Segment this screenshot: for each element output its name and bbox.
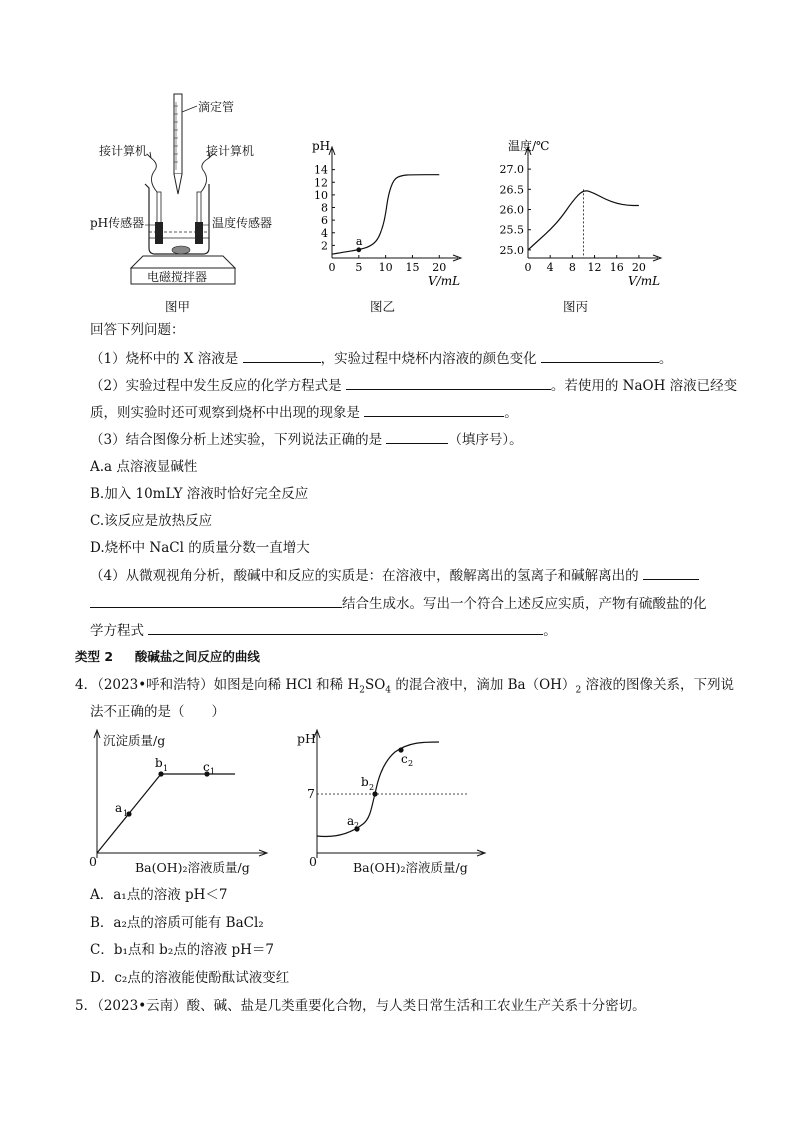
- answer-blank[interactable]: [386, 430, 448, 444]
- x-tick-label: 0: [524, 261, 532, 274]
- svg-text:b: b: [361, 775, 369, 789]
- answer-blank[interactable]: [243, 349, 321, 363]
- y-axis-label: pH: [312, 139, 331, 153]
- caption-bing: 图丙: [563, 299, 589, 314]
- x-tick-label: 0: [328, 261, 336, 274]
- problem-4-option-d: D．c₂点的溶液能使酚酞试液变红: [90, 970, 290, 986]
- temperature-sensor: [197, 192, 201, 226]
- problem-4-stem: 4．（2023•呼和浩特）如图是向稀 HCl 和稀 $H_2SO_4$ 的混合液中，滴加 $Ba(OH)_2$ 溶液的图像关系，下列说: [75, 677, 734, 696]
- svg-text:2: 2: [408, 759, 414, 768]
- problem-4-option-a: A．a₁点的溶液 pH＜7: [90, 887, 228, 903]
- q4-right-ylabel: pH: [297, 731, 316, 746]
- ph-curve: [317, 742, 439, 837]
- q4-right-origin: 0: [309, 854, 317, 869]
- svg-text:1: 1: [163, 764, 169, 773]
- question-4: （4）从微观视角分析，酸碱中和反应的实质是：在溶液中，酸解离出的氢离子和碱解离出的: [90, 566, 699, 585]
- computer-right-label: 接计算机: [206, 144, 255, 158]
- stir-bar: [172, 246, 190, 254]
- question-4-cont2: 学方程式 。: [90, 623, 557, 639]
- answer-blank[interactable]: [148, 621, 543, 635]
- caption-jia: 图甲: [165, 299, 191, 314]
- caption-yi: 图乙: [370, 299, 396, 314]
- questions-intro: 回答下列问题：: [90, 322, 185, 338]
- x-axis-label: V/mL: [428, 274, 461, 288]
- y-tick-label: 10: [314, 188, 328, 202]
- figure-jia-apparatus: [85, 92, 295, 292]
- section-header: 类型 2 酸碱盐之间反应的曲线: [75, 649, 260, 664]
- y-tick-label: 14: [314, 163, 328, 177]
- question-1: （1）烧杯中的 X 溶液是 ，实验过程中烧杯内溶液的颜色变化 。: [90, 351, 673, 367]
- answer-blank[interactable]: [90, 594, 342, 608]
- q3-option-c: C.该反应是放热反应: [90, 513, 213, 529]
- ph-sensor-label: pH传感器: [90, 216, 145, 230]
- stirrer-label: 电磁搅拌器: [147, 270, 208, 284]
- ph-sensor: [157, 192, 161, 226]
- q3-option-d: D.烧杯中 NaCl 的质量分数一直增大: [90, 540, 310, 556]
- x-tick-label: 5: [355, 261, 363, 274]
- answer-blank[interactable]: [541, 349, 659, 363]
- y-tick-label: 27.0: [499, 163, 524, 177]
- q3-option-a: A.a 点溶液显碱性: [90, 459, 198, 475]
- y-axis-label: 温度/℃: [508, 139, 550, 153]
- x-tick-label: 8: [568, 261, 576, 274]
- point-a: [356, 247, 361, 252]
- svg-text:1: 1: [210, 767, 216, 776]
- burette-label: 滴定管: [198, 100, 235, 114]
- chart-bing: [470, 135, 670, 300]
- series-line: [528, 191, 639, 250]
- y-tick-label: 26.5: [499, 183, 524, 197]
- q3-option-b: B.加入 10mLY 溶液时恰好完全反应: [90, 486, 309, 502]
- svg-text:b: b: [155, 756, 163, 770]
- q4-right-seven: 7: [307, 786, 315, 801]
- problem-4-stem-cont: 法不正确的是（ ）: [90, 704, 225, 720]
- y-tick-label: 25.0: [499, 243, 524, 257]
- svg-text:c: c: [401, 752, 408, 766]
- y-tick-label: 25.5: [499, 223, 524, 237]
- y-tick-label: 6: [321, 214, 328, 228]
- chart-yi: [300, 135, 465, 300]
- x-axis-label: V/mL: [628, 274, 661, 288]
- y-tick-label: 8: [321, 201, 328, 215]
- answer-blank[interactable]: [643, 566, 699, 580]
- y-tick-label: 2: [321, 239, 328, 253]
- x-tick-label: 4: [546, 261, 554, 274]
- y-tick-label: 26.0: [499, 203, 524, 217]
- y-tick-label: 4: [321, 226, 328, 240]
- y-tick-label: 12: [314, 176, 328, 190]
- x-tick-label: 20: [432, 261, 447, 274]
- point-label: a: [355, 234, 363, 248]
- q4-left-ylabel: 沉淀质量/g: [103, 733, 166, 748]
- temp-sensor-label: 温度传感器: [212, 216, 273, 230]
- question-4-cont: 结合生成水。写出一个符合上述反应实质，产物有硫酸盐的化: [90, 594, 707, 613]
- problem-5-stem: 5．（2023•云南）酸、碱、盐是几类重要化合物，与人类日常生活和工农业生产关系十分密切。: [75, 998, 646, 1014]
- question-2-cont: 质，则实验时还可观察到烧杯中出现的现象是 。: [90, 405, 518, 421]
- svg-text:1: 1: [123, 809, 129, 818]
- q4-left-xlabel: Ba(OH)₂溶液质量/g: [135, 860, 250, 875]
- chart-q4-ph: [305, 728, 490, 878]
- question-3: （3）结合图像分析上述实验，下列说法正确的是 （填序号）。: [90, 432, 523, 448]
- question-2: （2）实验过程中发生反应的化学方程式是 。若使用的 NaOH 溶液已经变: [90, 378, 738, 394]
- answer-blank[interactable]: [346, 376, 551, 390]
- svg-text:2: 2: [369, 783, 375, 792]
- q4-right-xlabel: Ba(OH)₂溶液质量/g: [353, 860, 468, 875]
- svg-text:a: a: [115, 801, 123, 815]
- series-line: [332, 175, 439, 255]
- x-tick-label: 10: [378, 261, 393, 274]
- svg-text:c: c: [203, 760, 210, 774]
- svg-text:2: 2: [354, 821, 360, 830]
- problem-4-option-c: C．b₁点和 b₂点的溶液 pH＝7: [90, 942, 275, 958]
- x-tick-label: 15: [405, 261, 420, 274]
- problem-4-option-b: B．a₂点的溶质可能有 BaCl₂: [90, 915, 264, 931]
- x-tick-label: 16: [609, 261, 624, 274]
- magnetic-stirrer: [131, 256, 235, 268]
- point-b2: [372, 791, 377, 796]
- x-tick-label: 12: [587, 261, 602, 274]
- x-tick-label: 20: [631, 261, 646, 274]
- answer-blank[interactable]: [364, 403, 504, 417]
- q4-left-origin: 0: [89, 854, 97, 869]
- computer-left-label: 接计算机: [99, 144, 148, 158]
- svg-text:a: a: [347, 814, 355, 828]
- chart-q4-precipitate: [85, 728, 285, 878]
